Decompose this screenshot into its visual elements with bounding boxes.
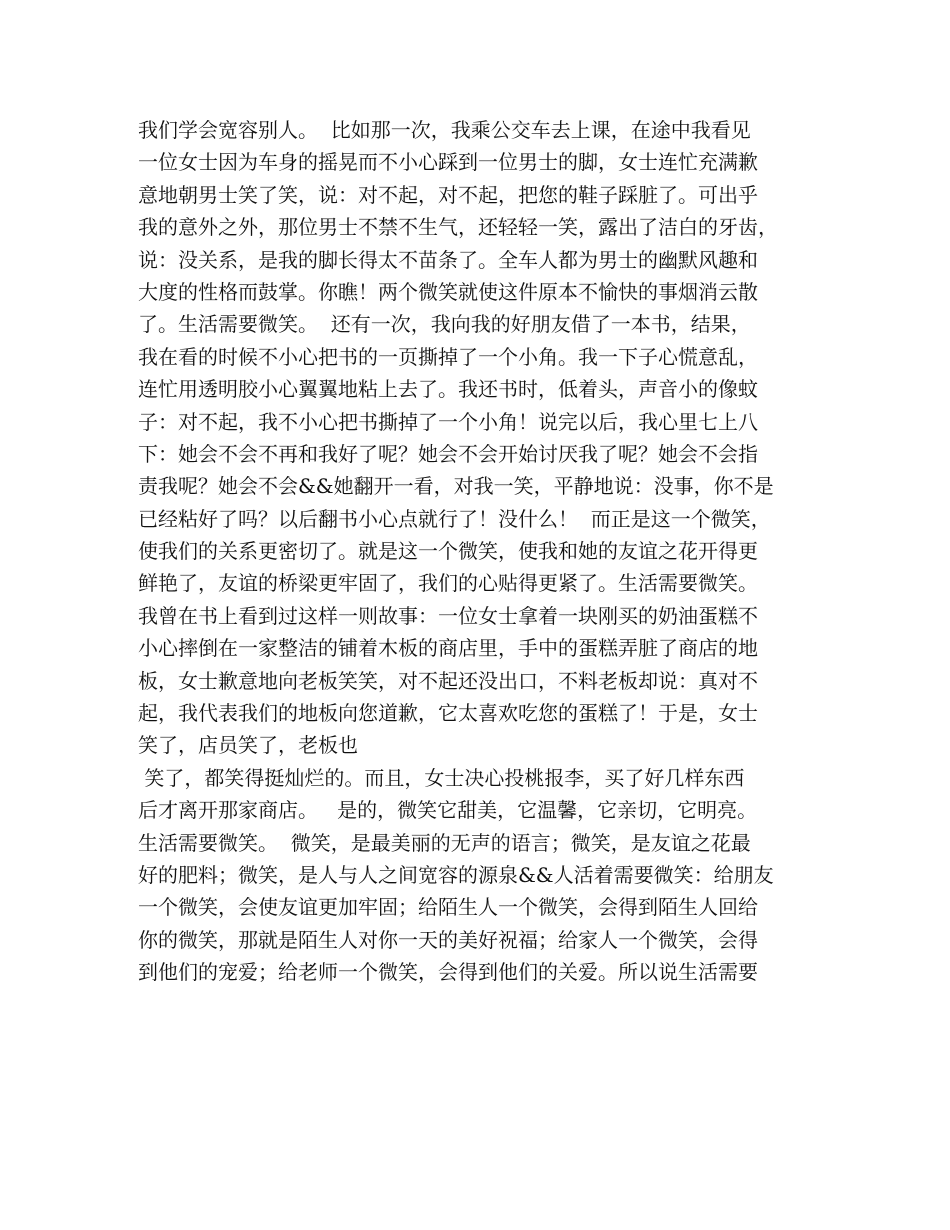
text-line: 一位女士因为车身的摇晃而不小心踩到一位男士的脚，女士连忙充满歉 [138,150,758,175]
text-line: 我的意外之外，那位男士不禁不生气，还轻轻一笑，露出了洁白的牙齿， [138,215,778,240]
text-line: 责我呢？她会不会&&她翻开一看，对我一笑，平静地说：没事，你不是 [138,474,774,499]
text-line: 后才离开那家商店。 是的，微笑它甜美，它温馨，它亲切，它明亮。 [138,798,758,823]
text-line: 子：对不起，我不小心把书撕掉了一个小角！说完以后，我心里七上八 [138,409,758,434]
text-line: 鲜艳了，友谊的桥梁更牢固了，我们的心贴得更紧了。生活需要微笑。 [138,571,758,596]
text-line: 到他们的宠爱；给老师一个微笑，会得到他们的关爱。所以说生活需要 [138,960,758,985]
text-line: 笑了，店员笑了，老板也 [138,733,358,758]
text-line: 了。生活需要微笑。 还有一次，我向我的好朋友借了一本书，结果， [138,312,751,337]
text-line: 笑了，都笑得挺灿烂的。而且，女士决心投桃报李，买了好几样东西 [138,765,745,790]
text-line: 你的微笑，那就是陌生人对你一天的美好祝福；给家人一个微笑，会得 [138,927,758,952]
text-line: 板，女士歉意地向老板笑笑，对不起还没出口，不料老板却说：真对不 [138,668,758,693]
text-line: 我们学会宽容别人。 比如那一次，我乘公交车去上课，在途中我看见 [138,118,751,142]
text-line: 生活需要微笑。 微笑，是最美丽的无声的语言；微笑，是友谊之花最 [138,830,751,855]
text-line: 小心摔倒在一家整洁的铺着木板的商店里，手中的蛋糕弄脏了商店的地 [138,636,758,661]
text-line: 已经粘好了吗？以后翻书小心点就行了！没什么！ 而正是这一个微笑， [138,506,771,531]
text-line: 好的肥料；微笑，是人与人之间宽容的源泉&&人活着需要微笑：给朋友 [138,862,774,887]
text-line: 我曾在书上看到过这样一则故事：一位女士拿着一块刚买的奶油蛋糕不 [138,603,758,628]
text-line: 我在看的时候不小心把书的一页撕掉了一个小角。我一下子心慌意乱， [138,344,758,369]
text-line: 一个微笑，会使友谊更加牢固；给陌生人一个微笑，会得到陌生人回给 [138,895,758,920]
text-line: 连忙用透明胶小心翼翼地粘上去了。我还书时，低着头，声音小的像蚊 [138,377,758,402]
essay-body [138,114,828,989]
text-line: 意地朝男士笑了笑，说：对不起，对不起，把您的鞋子踩脏了。可出乎 [138,182,758,207]
text-line: 说：没关系，是我的脚长得太不苗条了。全车人都为男士的幽默风趣和 [138,247,758,272]
text-line: 起，我代表我们的地板向您道歉，它太喜欢吃您的蛋糕了！于是，女士 [138,701,758,726]
text-line: 使我们的关系更密切了。就是这一个微笑，使我和她的友谊之花开得更 [138,539,758,564]
text-line: 大度的性格而鼓掌。你瞧！两个微笑就使这件原本不愉快的事烟消云散 [138,279,758,304]
text-line: 下：她会不会不再和我好了呢？她会不会开始讨厌我了呢？她会不会指 [138,441,758,466]
